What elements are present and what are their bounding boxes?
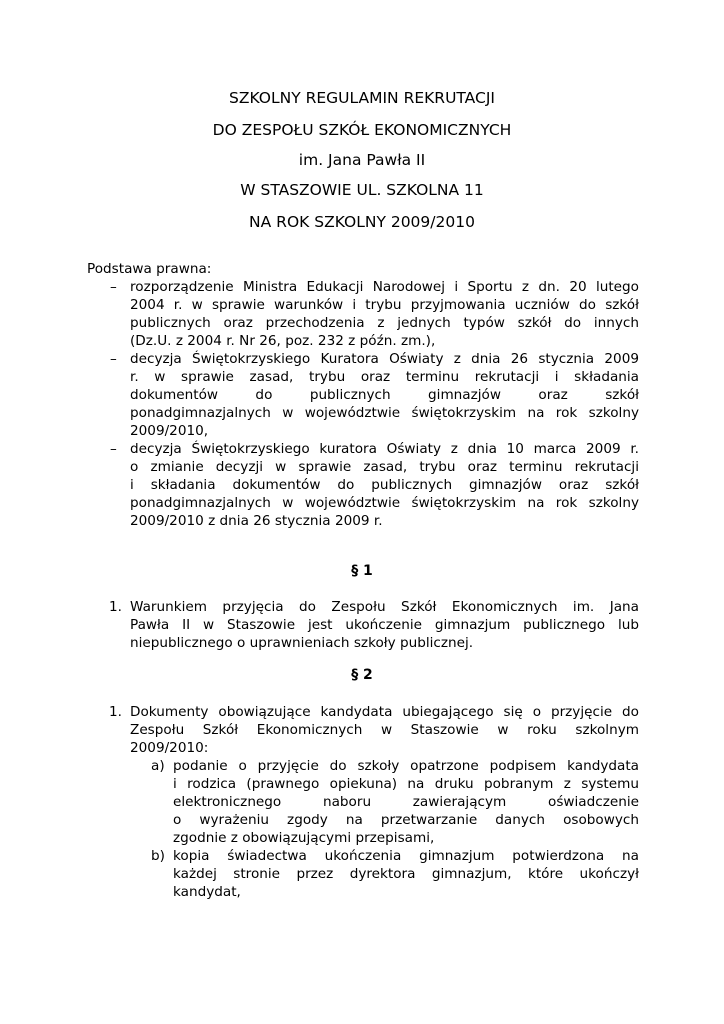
legal-basis-item-2-line: dokumentów do publicznych gimnazjów oraz szkół [130,387,639,403]
subitem-a-marker: a) [151,758,165,774]
legal-basis-label: Podstawa prawna: [87,261,212,277]
subitem-a-line: elektronicznego naboru zawierającym oświadczenie [173,794,639,810]
legal-basis-item-3-line: 2009/2010 z dnia 26 stycznia 2009 r. [130,513,383,529]
legal-basis-bullet: – [110,441,117,457]
legal-basis-item-2-line: 2009/2010, [130,423,209,439]
subitem-a-line: zgodnie z obowiązującymi przepisami, [173,830,435,846]
legal-basis-bullet: – [110,279,117,295]
legal-basis-item-1-line: 2004 r. w sprawie warunków i trybu przyjmowania uczniów do szkół [130,297,639,313]
section-2-heading: § 2 [351,667,373,683]
section-2-item-number: 1. [109,704,122,720]
subitem-a-line: i rodzica (prawnego opiekuna) na druku pobranym z systemu [173,776,639,792]
title-line-1: SZKOLNY REGULAMIN REKRUTACJI [229,89,495,107]
title-line-3: im. Jana Pawła II [298,151,426,169]
legal-basis-item-3-line: i składania dokumentów do publicznych gimnazjów oraz szkół [130,477,639,493]
subitem-a-line: o wyrażeniu zgody na przetwarzanie danych osobowych [173,812,639,828]
subitem-b-line: każdej stronie przez dyrektora gimnazjum, które ukończył [173,866,639,882]
legal-basis-item-2-line: ponadgimnazjalnych w województwie świętokrzyskim na rok szkolny [130,405,639,421]
section-1-line: niepublicznego o uprawnieniach szkoły publicznej. [130,635,474,651]
title-line-4: W STASZOWIE UL. SZKOLNA 11 [240,181,484,199]
legal-basis-item-2-line: decyzja Świętokrzyskiego Kuratora Oświaty z dnia 26 stycznia 2009 [130,351,639,367]
section-1-line: Warunkiem przyjęcia do Zespołu Szkół Ekonomicznych im. Jana [130,599,639,615]
subitem-b-line: kopia świadectwa ukończenia gimnazjum potwierdzona na [173,848,639,864]
legal-basis-item-2-line: r. w sprawie zasad, trybu oraz terminu rekrutacji i składania [130,369,639,385]
subitem-a-line: podanie o przyjęcie do szkoły opatrzone podpisem kandydata [173,758,639,774]
section-1-line: Pawła II w Staszowie jest ukończenie gimnazjum publicznego lub [130,617,639,633]
section-2-line: 2009/2010: [130,740,209,756]
subitem-b-line: kandydat, [173,884,241,900]
section-1-heading: § 1 [351,563,373,579]
section-1-item-number: 1. [109,599,122,615]
section-2-line: Dokumenty obowiązujące kandydata ubiegającego się o przyjęcie do [130,704,639,720]
title-line-2: DO ZESPOŁU SZKÓŁ EKONOMICZNYCH [212,121,512,139]
legal-basis-bullet: – [110,351,117,367]
legal-basis-item-1-line: publicznych oraz przechodzenia z jednych typów szkół do innych [130,315,639,331]
title-line-5: NA ROK SZKOLNY 2009/2010 [249,213,475,231]
legal-basis-item-3-line: o zmianie decyzji w sprawie zasad, trybu oraz terminu rekrutacji [130,459,639,475]
legal-basis-item-3-line: decyzja Świętokrzyskiego kuratora Oświaty z dnia 10 marca 2009 r. [130,441,639,457]
section-2-line: Zespołu Szkół Ekonomicznych w Staszowie w roku szkolnym [130,722,639,738]
legal-basis-item-3-line: ponadgimnazjalnych w województwie świętokrzyskim na rok szkolny [130,495,639,511]
legal-basis-item-1-line: (Dz.U. z 2004 r. Nr 26, poz. 232 z późn. zm.), [130,333,436,349]
subitem-b-marker: b) [151,848,165,864]
legal-basis-item-1-line: rozporządzenie Ministra Edukacji Narodowej i Sportu z dn. 20 lutego [130,279,639,295]
